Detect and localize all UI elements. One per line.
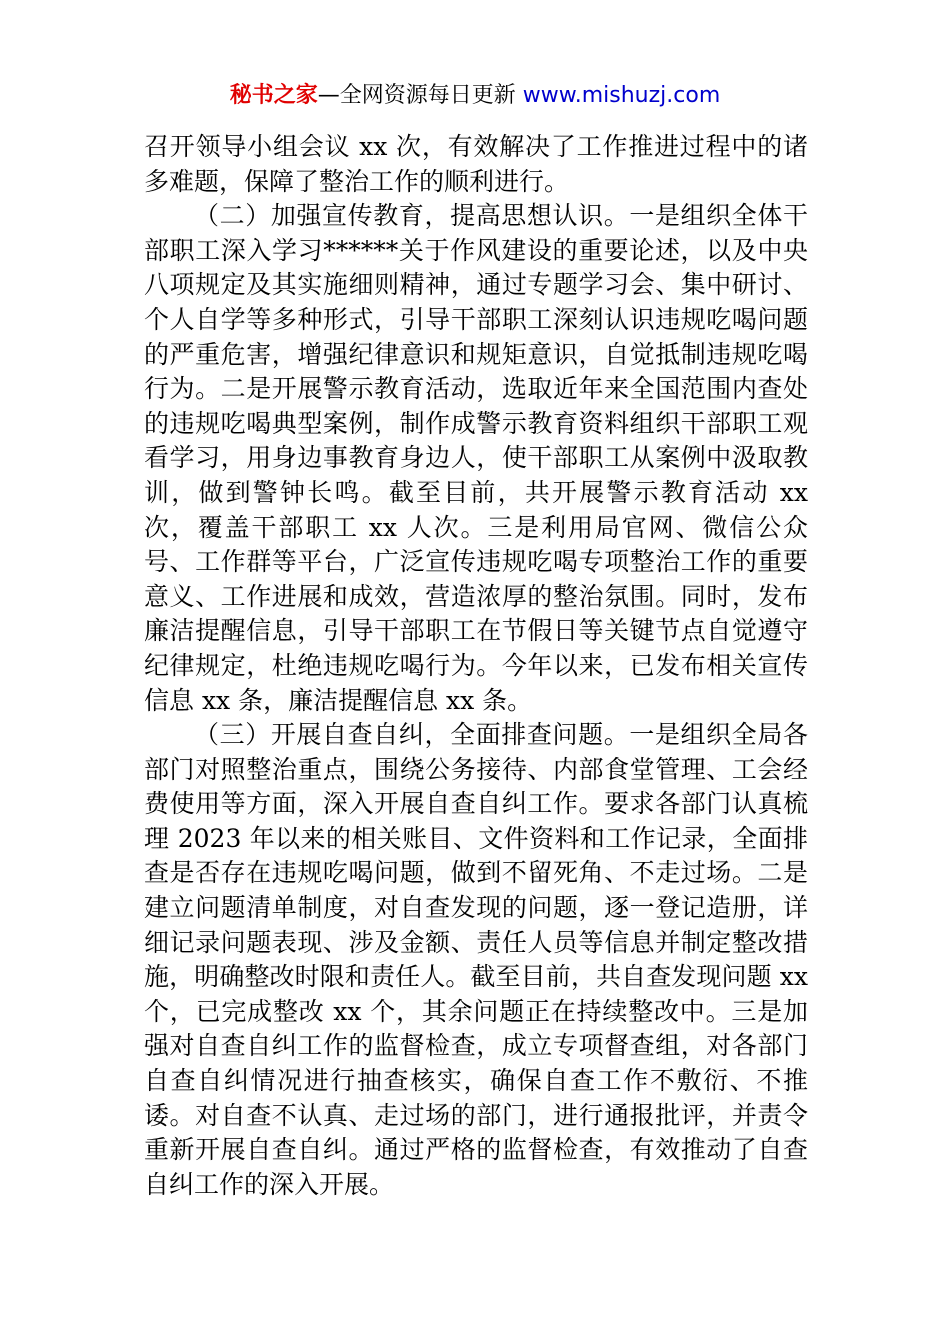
- paragraph-continuation: 召开领导小组会议 xx 次，有效解决了工作推进过程中的诸多难题，保障了整治工作的顺利进行。: [144, 132, 808, 196]
- site-url-link[interactable]: www.mishuzj.com: [522, 83, 721, 108]
- paragraph-self-inspection: （三）开展自查自纠，全面排查问题。一是组织全局各部门对照整治重点，围绕公务接待、内部食堂管理、工会经费使用等方面，深入开展自查自纠工作。要求各部门认真梳理 2023 年以来的相关账目、文件资料和工作记录，全面排查是否存在违规吃喝问题，做到不留死角、不走过场。二是建立问题清单制度，对自查发现的问题，逐一登记造册，详细记录问题表现、涉及金额、责任人员等信息并制定整改措施，明确整改时限和责任人。截至目前，共自查发现问题 xx 个，已完成整改 xx 个，其余问题正在持续整改中。三是加强对自查自纠工作的监督检查，成立专项督查组，对各部门自查自纠情况进行抽查核实，确保自查工作不敷衍、不推诿。对自查不认真、走过场的部门，进行通报批评，并责令重新开展自查自纠。通过严格的监督检查，有效推动了自查自纠工作的深入开展。: [144, 720, 808, 1199]
- site-tagline: —全网资源每日更新: [317, 83, 523, 108]
- paragraph-publicity-education: （二）加强宣传教育，提高思想认识。一是组织全体干部职工深入学习******关于作风建设的重要论述，以及中央八项规定及其实施细则精神，通过专题学习会、集中研讨、个人自学等多种形式，引导干部职工深刻认识违规吃喝问题的严重危害，增强纪律意识和规矩意识，自觉抵制违规吃喝行为。二是开展警示教育活动，选取近年来全国范围内查处的违规吃喝典型案例，制作成警示教育资料组织干部职工观看学习，用身边事教育身边人，使干部职工从案例中汲取教训，做到警钟长鸣。截至目前，共开展警示教育活动 xx 次，覆盖干部职工 xx 人次。三是利用局官网、微信公众号、工作群等平台，广泛宣传违规吃喝专项整治工作的重要意义、工作进展和成效，营造浓厚的整治氛围。同时，发布廉洁提醒信息，引导干部职工在节假日等关键节点自觉遵守纪律规定，杜绝违规吃喝行为。今年以来，已发布相关宣传信息 xx 条，廉洁提醒信息 xx 条。: [144, 201, 808, 715]
- document-body: [144, 130, 808, 1202]
- site-brand: 秘书之家: [229, 83, 318, 108]
- site-header: [0, 80, 950, 112]
